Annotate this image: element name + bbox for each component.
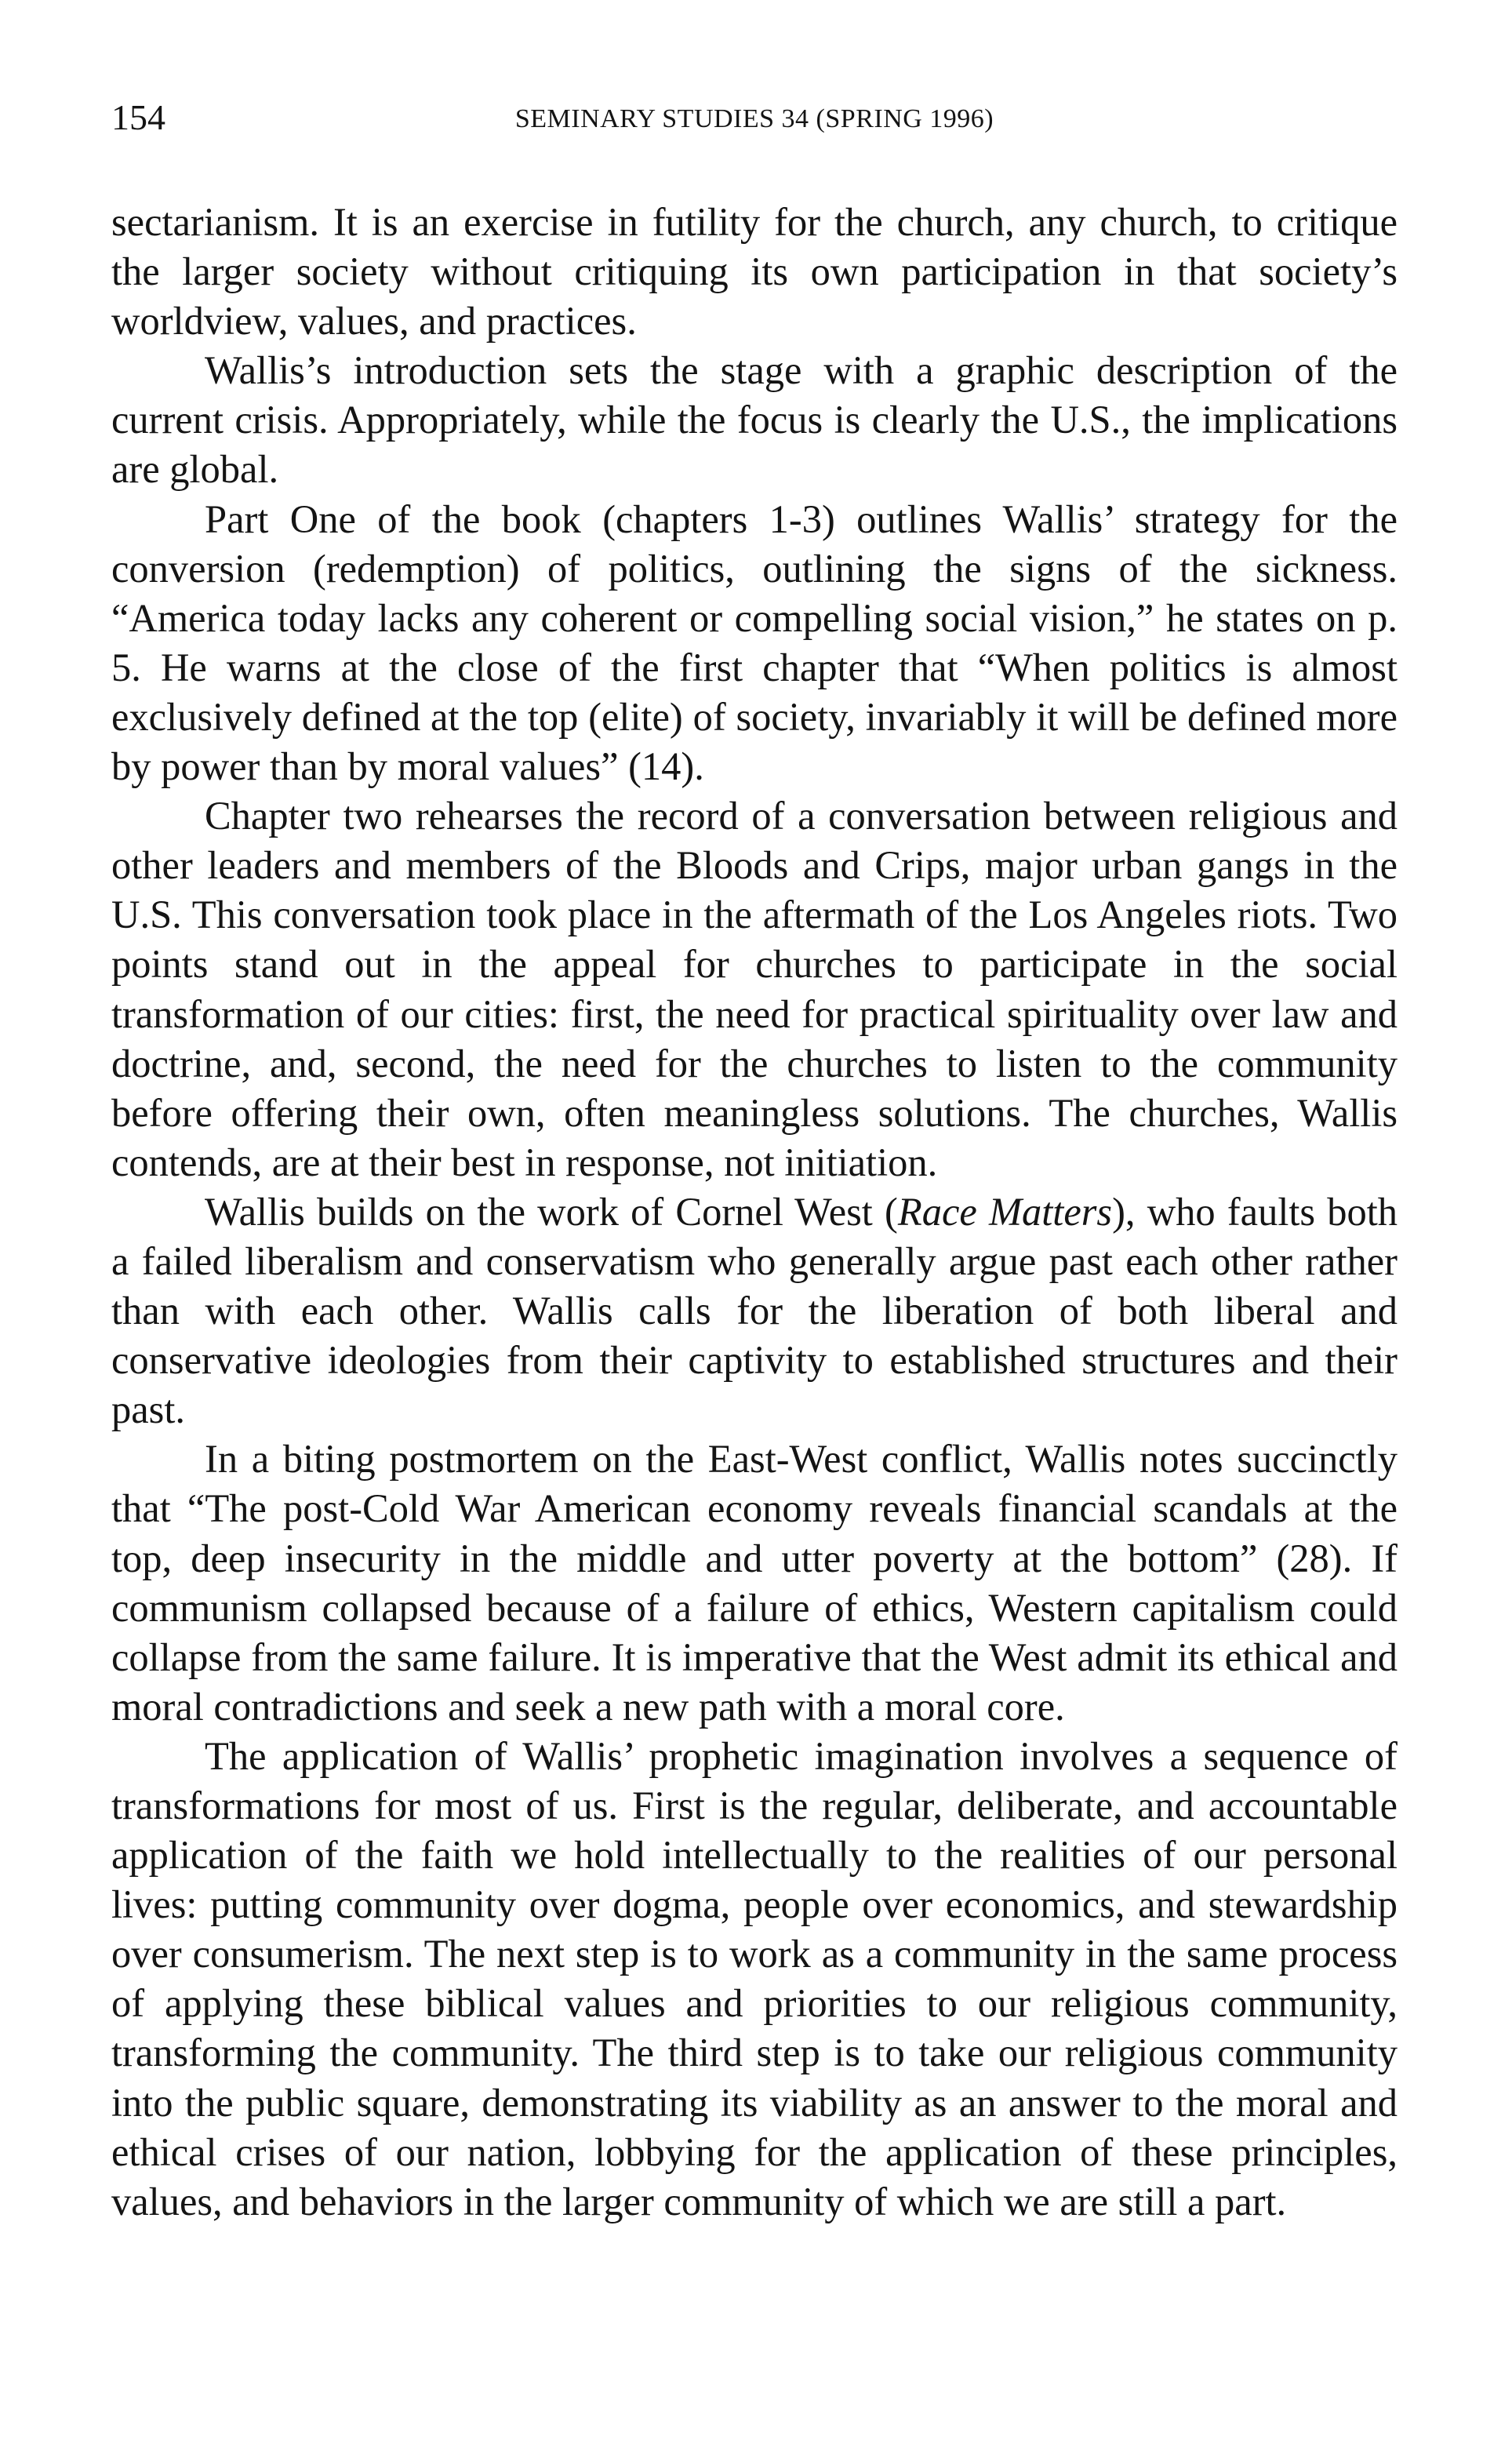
- page-number: 154: [111, 97, 165, 137]
- paragraph-postmortem: In a biting postmortem on the East-West conflict, Wallis notes succinctly that “The post-Cold War American economy reveals financial scandals at the top, deep insecurity in the middle and utter poverty at the bottom” (28). If communism collapsed because of a failure of ethics, Western capitalism could collapse from the same failure. It is imperative that the West admit its ethical and moral contradictions and seek a new path with a moral core.: [111, 1437, 1398, 1729]
- book-title-italic: Race Matters: [897, 1189, 1113, 1234]
- paragraph-continued: sectarianism. It is an exercise in futility for the church, any church, to critique the larger society without critiquing its own participation in that society’s worldview, values, and practices.: [111, 200, 1398, 344]
- article-body: [111, 198, 1398, 2227]
- paragraph-part-one: Part One of the book (chapters 1-3) outlines Wallis’ strategy for the conversion (redemption) of politics, outlining the signs of the sickness. “America today lacks any coherent or compelling social vision,” he states on p. 5. He warns at the close of the first chapter that “When politics is almost exclusively defined at the top (elite) of society, invariably it will be defined more by power than by moral values” (14).: [111, 496, 1398, 789]
- paragraph-chapter-two: Chapter two rehearses the record of a conversation between religious and other leaders and members of the Bloods and Crips, major urban gangs in the U.S. This conversation took place in the aftermath of the Los Angeles riots. Two points stand out in the appeal for churches to participate in the social transformation of our cities: first, the need for practical spirituality over law and doctrine, and, second, the need for the churches to listen to the community before offering their own, often meaningless solutions. The churches, Wallis contends, are at their best in response, not initiation.: [111, 794, 1398, 1184]
- journal-title: SEMINARY STUDIES 34 (SPRING 1996): [514, 104, 994, 133]
- paragraph-cornel-west: [111, 1187, 1398, 1434]
- paragraph-application: The application of Wallis’ prophetic imagination involves a sequence of transformations for most of us. First is the regular, deliberate, and accountable application of the faith we hold intellectually to the realities of our personal lives: putting community over dogma, people over economics, and stewardship over consumerism. The next step is to work as a community in the same process of applying these biblical values and priorities to our religious community, transforming the community. The third step is to take our religious community into the public square, demonstrating its viability as an answer to the moral and ethical crises of our nation, lobbying for the application of these principles, values, and behaviors in the larger community of which we are still a part.: [111, 1733, 1398, 2223]
- running-head: [111, 94, 1398, 141]
- paragraph-introduction: Wallis’s introduction sets the stage with a graphic description of the current crisis. Appropriately, while the focus is clearly the U.S., the implications are global.: [111, 348, 1398, 492]
- paragraph-text: ), who faults both a failed liberalism and conservatism who generally argue past each other rather than with each other. Wallis calls for the liberation of both liberal and conservative ideologies from their captivity to established structures and their past.: [111, 1189, 1398, 1432]
- paragraph-text: Wallis builds on the work of Cornel West (: [205, 1189, 898, 1234]
